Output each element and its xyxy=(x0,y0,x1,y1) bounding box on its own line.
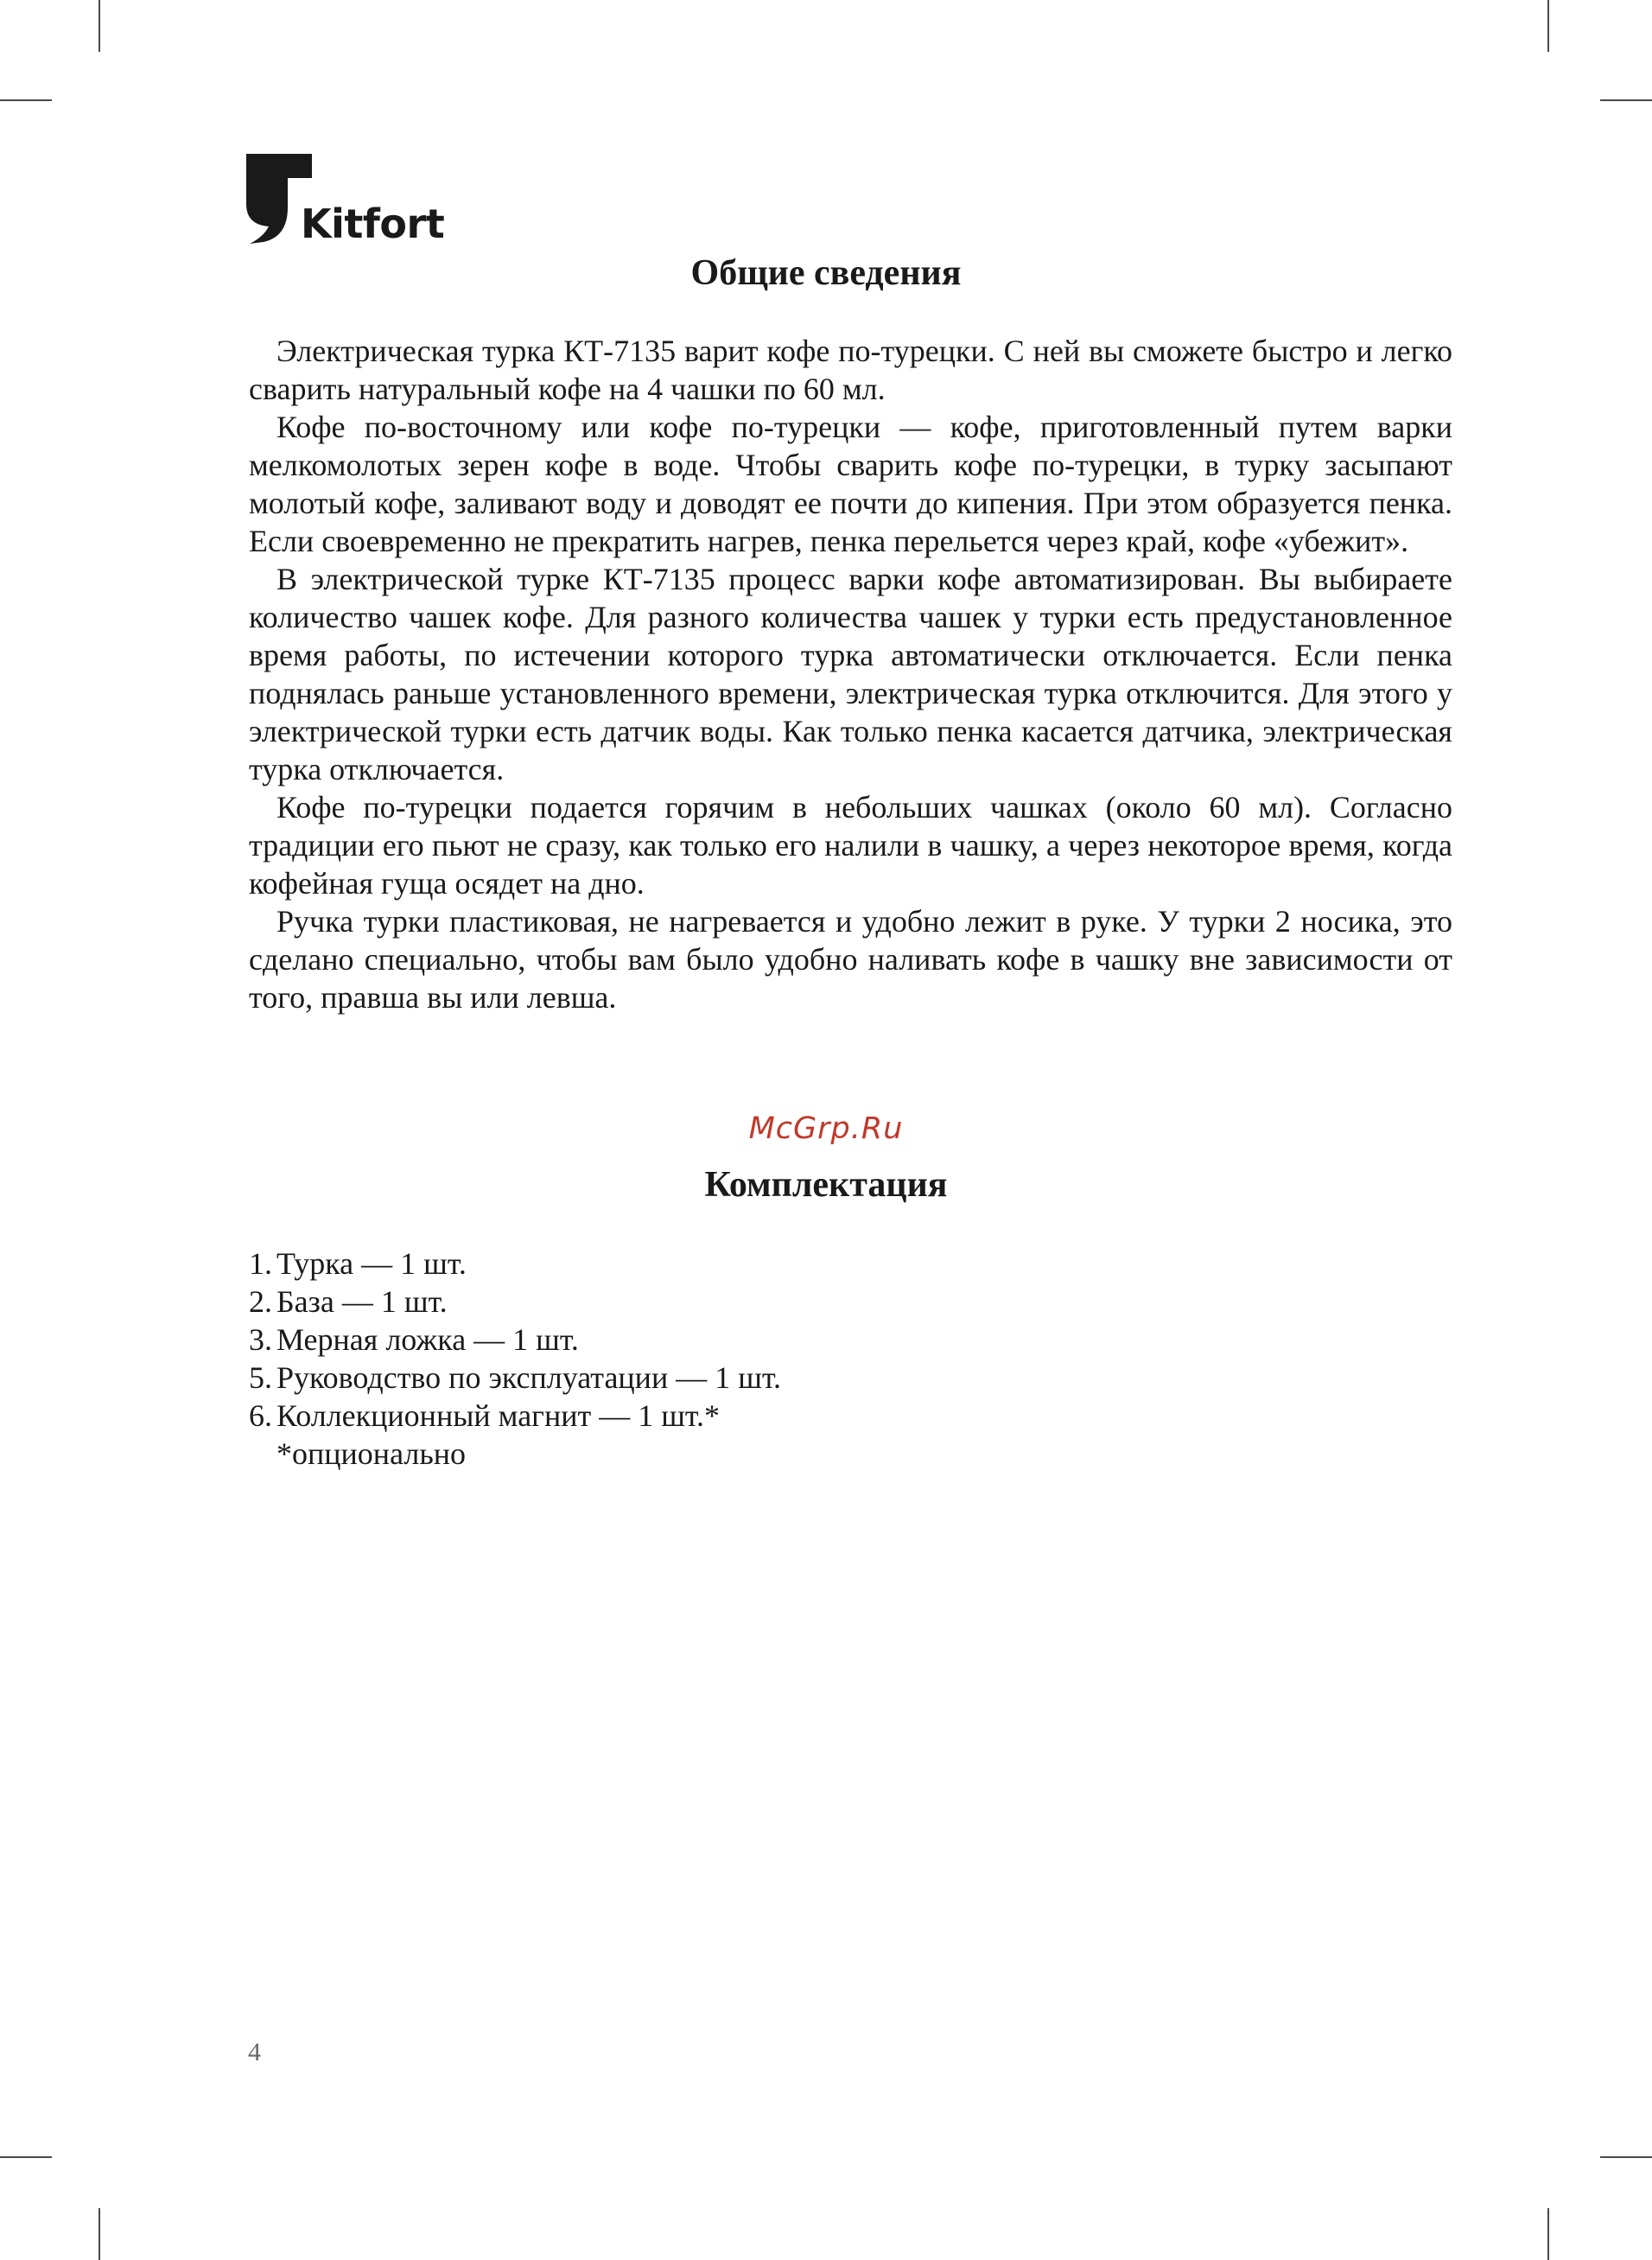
section-title-general: Общие сведения xyxy=(690,253,962,293)
list-item xyxy=(249,1245,781,1283)
list-item xyxy=(249,1283,781,1321)
crop-mark-top-right-horizontal xyxy=(1600,99,1652,101)
watermark-text: McGrp.Ru xyxy=(748,1111,904,1146)
crop-mark-bottom-left-horizontal xyxy=(0,2156,52,2158)
crop-mark-bottom-right-horizontal xyxy=(1600,2156,1652,2158)
crop-mark-top-left-horizontal xyxy=(0,99,52,101)
kit-list xyxy=(249,1245,781,1435)
list-item-number: 3. xyxy=(249,1322,272,1357)
list-item-number: 1. xyxy=(249,1246,272,1281)
page-number: 4 xyxy=(248,2038,261,2066)
crop-mark-top-right-vertical xyxy=(1547,0,1549,52)
list-item-text: Руководство по эксплуатации — 1 шт. xyxy=(276,1360,781,1395)
paragraph: Кофе по-турецки подается горячим в небольших чашках (около 60 мл). Согласно традиции его пьют не сразу, как только его налили в чашку, а через некоторое время, когда кофейная гуща осядет на дно. xyxy=(249,790,1452,901)
list-item-number: 6. xyxy=(249,1398,272,1433)
list-item-text: Мерная ложка — 1 шт. xyxy=(276,1322,579,1357)
paragraph: Ручка турки пластиковая, не нагревается и удобно лежит в руке. У турки 2 носика, это сделано специально, чтобы вам было удобно наливать кофе в чашку вне зависимости от того, правша вы или левша. xyxy=(249,904,1452,1015)
list-item-number: 2. xyxy=(249,1284,272,1319)
brand-logo xyxy=(246,154,454,249)
crop-mark-bottom-left-vertical xyxy=(98,2208,100,2260)
paragraph: В электрической турке КТ-7135 процесс варки кофе автоматизирован. Вы выбираете количество чашек кофе. Для разного количества чашек у турки есть предустановленное время работы, по истечении которого турка автоматически отключается. Если пенка поднялась раньше установленного времени, электрическая турка отключится. Для этого у электрической турки есть датчик воды. Как только пенка касается датчика, электрическая турка отключается. xyxy=(249,562,1452,786)
crop-mark-bottom-right-vertical xyxy=(1547,2208,1549,2260)
crop-mark-top-left-vertical xyxy=(98,0,100,52)
kit-footnote: *опционально xyxy=(276,1436,467,1471)
section-title-kit: Комплектация xyxy=(704,1165,948,1205)
paragraph: Электрическая турка КТ-7135 варит кофе по-турецки. С ней вы сможете быстро и легко сварить натуральный кофе на 4 чашки по 60 мл. xyxy=(249,334,1452,406)
brand-name: Kitfort xyxy=(301,201,445,247)
list-item xyxy=(249,1359,781,1397)
list-item-text: База — 1 шт. xyxy=(276,1284,448,1319)
list-item-number: 5. xyxy=(249,1360,272,1395)
list-item xyxy=(249,1397,781,1435)
paragraph: Кофе по-восточному или кофе по-турецки — кофе, приготовленный путем варки мелкомолотых зерен кофе в воде. Чтобы сварить кофе по-турецки, в турку засыпают молотый кофе, заливают воду и доводят ее почти до кипения. При этом образуется пенка. Если своевременно не прекратить нагрев, пенка перельется через край, кофе «убежит». xyxy=(249,410,1452,558)
list-item xyxy=(249,1321,781,1359)
list-item-text: Коллекционный магнит — 1 шт.* xyxy=(276,1398,720,1433)
general-info-text xyxy=(249,332,1452,1016)
list-item-text: Турка — 1 шт. xyxy=(276,1246,467,1281)
